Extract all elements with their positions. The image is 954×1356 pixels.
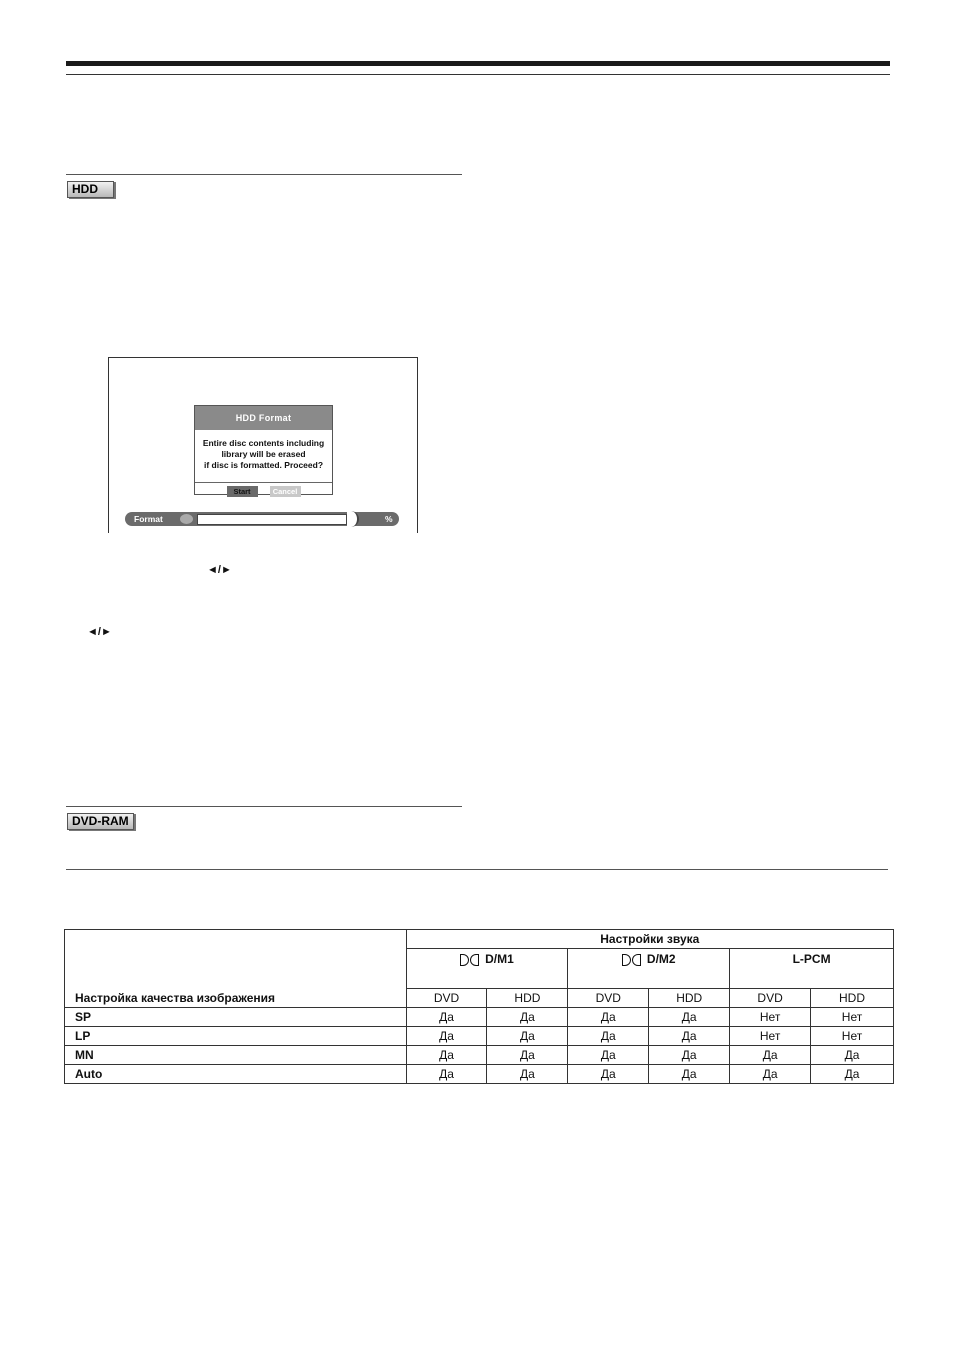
cell: Да <box>406 1008 487 1027</box>
dolby-digital-icon <box>460 954 479 966</box>
hdd-section-rule <box>66 174 462 175</box>
table-row <box>65 1027 894 1046</box>
audio-settings-header: Настройки звука <box>406 930 893 949</box>
dvdram-badge: DVD-RAM <box>67 813 134 830</box>
row-label: SP <box>65 1008 407 1027</box>
cell: Да <box>811 1046 894 1065</box>
row-label: LP <box>65 1027 407 1046</box>
dialog-title: HDD Format <box>195 406 332 430</box>
section-divider <box>66 869 888 870</box>
cell: Да <box>568 1027 649 1046</box>
dialog-buttons <box>195 486 332 497</box>
dialog-message-line: Entire disc contents including <box>202 438 325 448</box>
hdd-badge: HDD <box>67 181 114 198</box>
cell: Да <box>487 1065 568 1084</box>
media-header: DVD <box>406 989 487 1008</box>
media-header: HDD <box>811 989 894 1008</box>
table-row <box>65 1046 894 1065</box>
progress-track <box>197 514 347 525</box>
cell: Да <box>406 1027 487 1046</box>
cell: Да <box>649 1046 730 1065</box>
table-row <box>65 1008 894 1027</box>
cell: Да <box>487 1008 568 1027</box>
media-header: HDD <box>487 989 568 1008</box>
cancel-button[interactable]: Cancel <box>270 486 301 497</box>
cell: Да <box>649 1065 730 1084</box>
start-button[interactable]: Start <box>227 486 258 497</box>
audio-mode-dm1 <box>406 949 568 989</box>
dialog-separator <box>195 482 332 483</box>
cell: Да <box>406 1046 487 1065</box>
media-header: DVD <box>568 989 649 1008</box>
cell: Да <box>730 1046 811 1065</box>
row-label: Auto <box>65 1065 407 1084</box>
audio-mode-dm2 <box>568 949 730 989</box>
cell: Нет <box>811 1027 894 1046</box>
progress-track-end <box>347 511 359 527</box>
cell: Да <box>811 1065 894 1084</box>
table-row <box>65 1065 894 1084</box>
left-right-arrows-icon: ◄/► <box>207 564 232 576</box>
cell: Да <box>649 1027 730 1046</box>
dialog-message <box>195 430 332 478</box>
header-thick-rule <box>66 61 890 66</box>
cell: Нет <box>730 1008 811 1027</box>
cell: Да <box>487 1046 568 1065</box>
dolby-digital-icon <box>622 954 641 966</box>
cell: Да <box>649 1008 730 1027</box>
audio-mode-label: D/M1 <box>485 952 514 966</box>
cell: Да <box>406 1065 487 1084</box>
table-corner-cell <box>65 930 407 989</box>
media-header: HDD <box>649 989 730 1008</box>
format-progress-bar <box>125 512 399 526</box>
row-label: MN <box>65 1046 407 1065</box>
row-header-label: Настройка качества изображения <box>65 989 407 1008</box>
cell: Да <box>487 1027 568 1046</box>
format-label: Format <box>134 514 163 524</box>
dialog-message-line: library will be erased <box>221 449 306 459</box>
disc-icon <box>180 514 193 524</box>
hdd-format-screenshot <box>108 357 418 533</box>
cell: Нет <box>730 1027 811 1046</box>
audio-mode-lpcm: L-PCM <box>730 949 894 989</box>
dialog-message-line: if disc is formatted. Proceed? <box>203 460 324 470</box>
cell: Да <box>730 1065 811 1084</box>
media-header: DVD <box>730 989 811 1008</box>
hdd-format-dialog <box>194 405 333 495</box>
compatibility-table <box>64 929 894 1084</box>
cell: Да <box>568 1065 649 1084</box>
cell: Нет <box>811 1008 894 1027</box>
dvdram-section-rule <box>66 806 462 807</box>
header-thin-rule <box>66 74 890 75</box>
cell: Да <box>568 1046 649 1065</box>
left-right-arrows-icon: ◄/► <box>87 626 112 638</box>
audio-mode-label: D/M2 <box>646 952 676 966</box>
cell: Да <box>568 1008 649 1027</box>
percent-sign: % <box>385 514 393 524</box>
